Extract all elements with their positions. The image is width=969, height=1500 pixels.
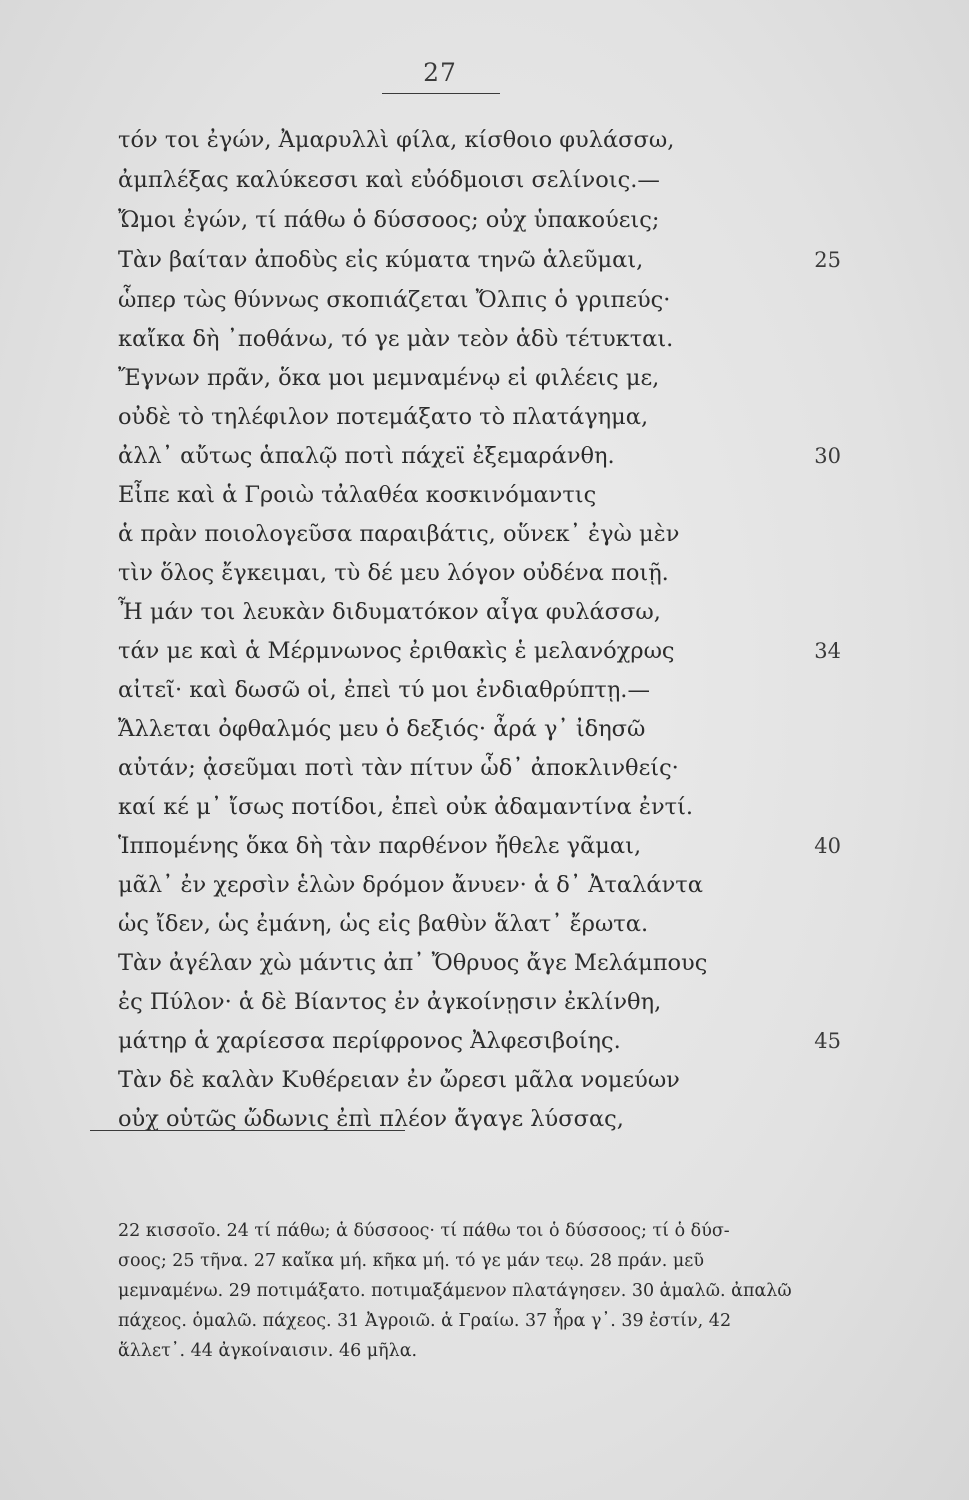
line-number: 34 xyxy=(814,639,841,663)
page-number: 27 xyxy=(423,58,457,87)
footnote-line: μεμναμένω. 29 ποτιμάξατο. ποτιμαξάμενον πλατάγησεν. 30 ἁμαλῶ. ἀπαλῶ xyxy=(118,1281,792,1301)
verse-line: Ἄλλεται ὀφθαλμός μευ ὁ δεξιός· ἆρά γ᾽ ἰδησῶ xyxy=(118,716,646,742)
verse-line: ἐς Πύλον· ἁ δὲ Βίαντος ἐν ἀγκοίνῃσιν ἐκλίνθη, xyxy=(118,989,662,1015)
line-number: 40 xyxy=(814,834,841,858)
verse-line: Ἱππομένης ὅκα δὴ τὰν παρθένον ἤθελε γᾶμαι, xyxy=(118,833,642,859)
footnote-rule xyxy=(90,1130,405,1131)
verse-line: ὡς ἴδεν, ὡς ἐμάνη, ὡς εἰς βαθὺν ἅλατ᾽ ἔρωτα. xyxy=(118,911,649,937)
verse-line: αὐτάν; ᾀσεῦμαι ποτὶ τὰν πίτυν ὧδ᾽ ἀποκλινθείς· xyxy=(118,755,679,781)
verse-line: Τὰν βαίταν ἀποδὺς εἰς κύματα τηνῶ ἁλεῦμαι, xyxy=(118,247,644,273)
footnote-line: 22 κισσοῖο. 24 τί πάθω; ἁ δύσσοος· τί πάθω τοι ὁ δύσσοος; τί ὁ δύσ- xyxy=(118,1221,730,1241)
verse-line: Εἶπε καὶ ἁ Γροιὼ τἀλαθέα κοσκινόμαντις xyxy=(118,482,597,508)
verse-line: μᾶλ᾽ ἐν χερσὶν ἑλὼν δρόμον ἄνυεν· ἁ δ᾽ Ἀταλάντα xyxy=(118,872,703,898)
verse-line: Τὰν ἀγέλαν χὼ μάντις ἀπ᾽ Ὄθρυος ἄγε Μελάμπους xyxy=(118,950,708,976)
verse-line: τάν με καὶ ἁ Μέρμνωνος ἐριθακὶς ἑ μελανόχρως xyxy=(118,638,675,664)
verse-line: Ὤμοι ἐγών, τί πάθω ὁ δύσσοος; οὐχ ὑπακούεις; xyxy=(118,207,660,233)
footnote-line: σοος; 25 τῆνα. 27 καἴκα μή. κῆκα μή. τό γε μάν τεῳ. 28 πράν. μεῦ xyxy=(118,1251,705,1271)
verse-line: μάτηρ ἁ χαρίεσσα περίφρονος Ἀλφεσιβοίης. xyxy=(118,1028,621,1054)
verse-line: οὐδὲ τὸ τηλέφιλον ποτεμάξατο τὸ πλατάγημα, xyxy=(118,404,649,430)
footnote-line: ἅλλετ᾽. 44 ἀγκοίναισιν. 46 μῆλα. xyxy=(118,1341,418,1361)
line-number: 45 xyxy=(814,1029,841,1053)
verse-line: τόν τοι ἐγών, Ἀμαρυλλὶ φίλα, κίσθοιο φυλάσσω, xyxy=(118,127,675,153)
verse-line: Ἦ μάν τοι λευκὰν διδυματόκον αἶγα φυλάσσω, xyxy=(118,599,661,625)
verse-line: ἀλλ᾽ αὔτως ἁπαλῷ ποτὶ πάχεϊ ἐξεμαράνθη. xyxy=(118,443,615,469)
verse-line: τὶν ὅλος ἔγκειμαι, τὺ δέ μευ λόγον οὐδένα ποιῇ. xyxy=(118,560,669,586)
line-number: 25 xyxy=(814,248,841,272)
footnote-line: πάχεος. ὁμαλῶ. πάχεος. 31 Ἀγροιῶ. ἁ Γραίω. 37 ἦρα γ᾽. 39 ἐστίν, 42 xyxy=(118,1311,732,1331)
verse-line: ἀμπλέξας καλύκεσσι καὶ εὐόδμοισι σελίνοις.— xyxy=(118,167,660,193)
line-number: 30 xyxy=(814,444,841,468)
verse-line: οὐχ οὑτῶς ὤδωνις ἐπὶ πλέον ἄγαγε λύσσας, xyxy=(118,1106,624,1132)
verse-line: ὧπερ τὼς θύννως σκοπιάζεται Ὄλπις ὁ γριπεύς· xyxy=(118,287,671,313)
verse-line: Τὰν δὲ καλὰν Κυθέρειαν ἐν ὤρεσι μᾶλα νομεύων xyxy=(118,1067,680,1093)
verse-line: καί κέ μ᾽ ἴσως ποτίδοι, ἐπεὶ οὐκ ἀδαμαντίνα ἐντί. xyxy=(118,794,694,820)
page-number-rule xyxy=(382,93,500,94)
verse-line: Ἔγνων πρᾶν, ὅκα μοι μεμναμένῳ εἰ φιλέεις με, xyxy=(118,365,660,391)
verse-line: αἰτεῖ· καὶ δωσῶ οἱ, ἐπεὶ τύ μοι ἐνδιαθρύπτῃ.— xyxy=(118,677,650,703)
verse-line: καἴκα δὴ ᾽ποθάνω, τό γε μὰν τεὸν ἁδὺ τέτυκται. xyxy=(118,326,674,352)
verse-line: ἁ πρὰν ποιολογεῦσα παραιβάτις, οὕνεκ᾽ ἐγὼ μὲν xyxy=(118,521,680,547)
